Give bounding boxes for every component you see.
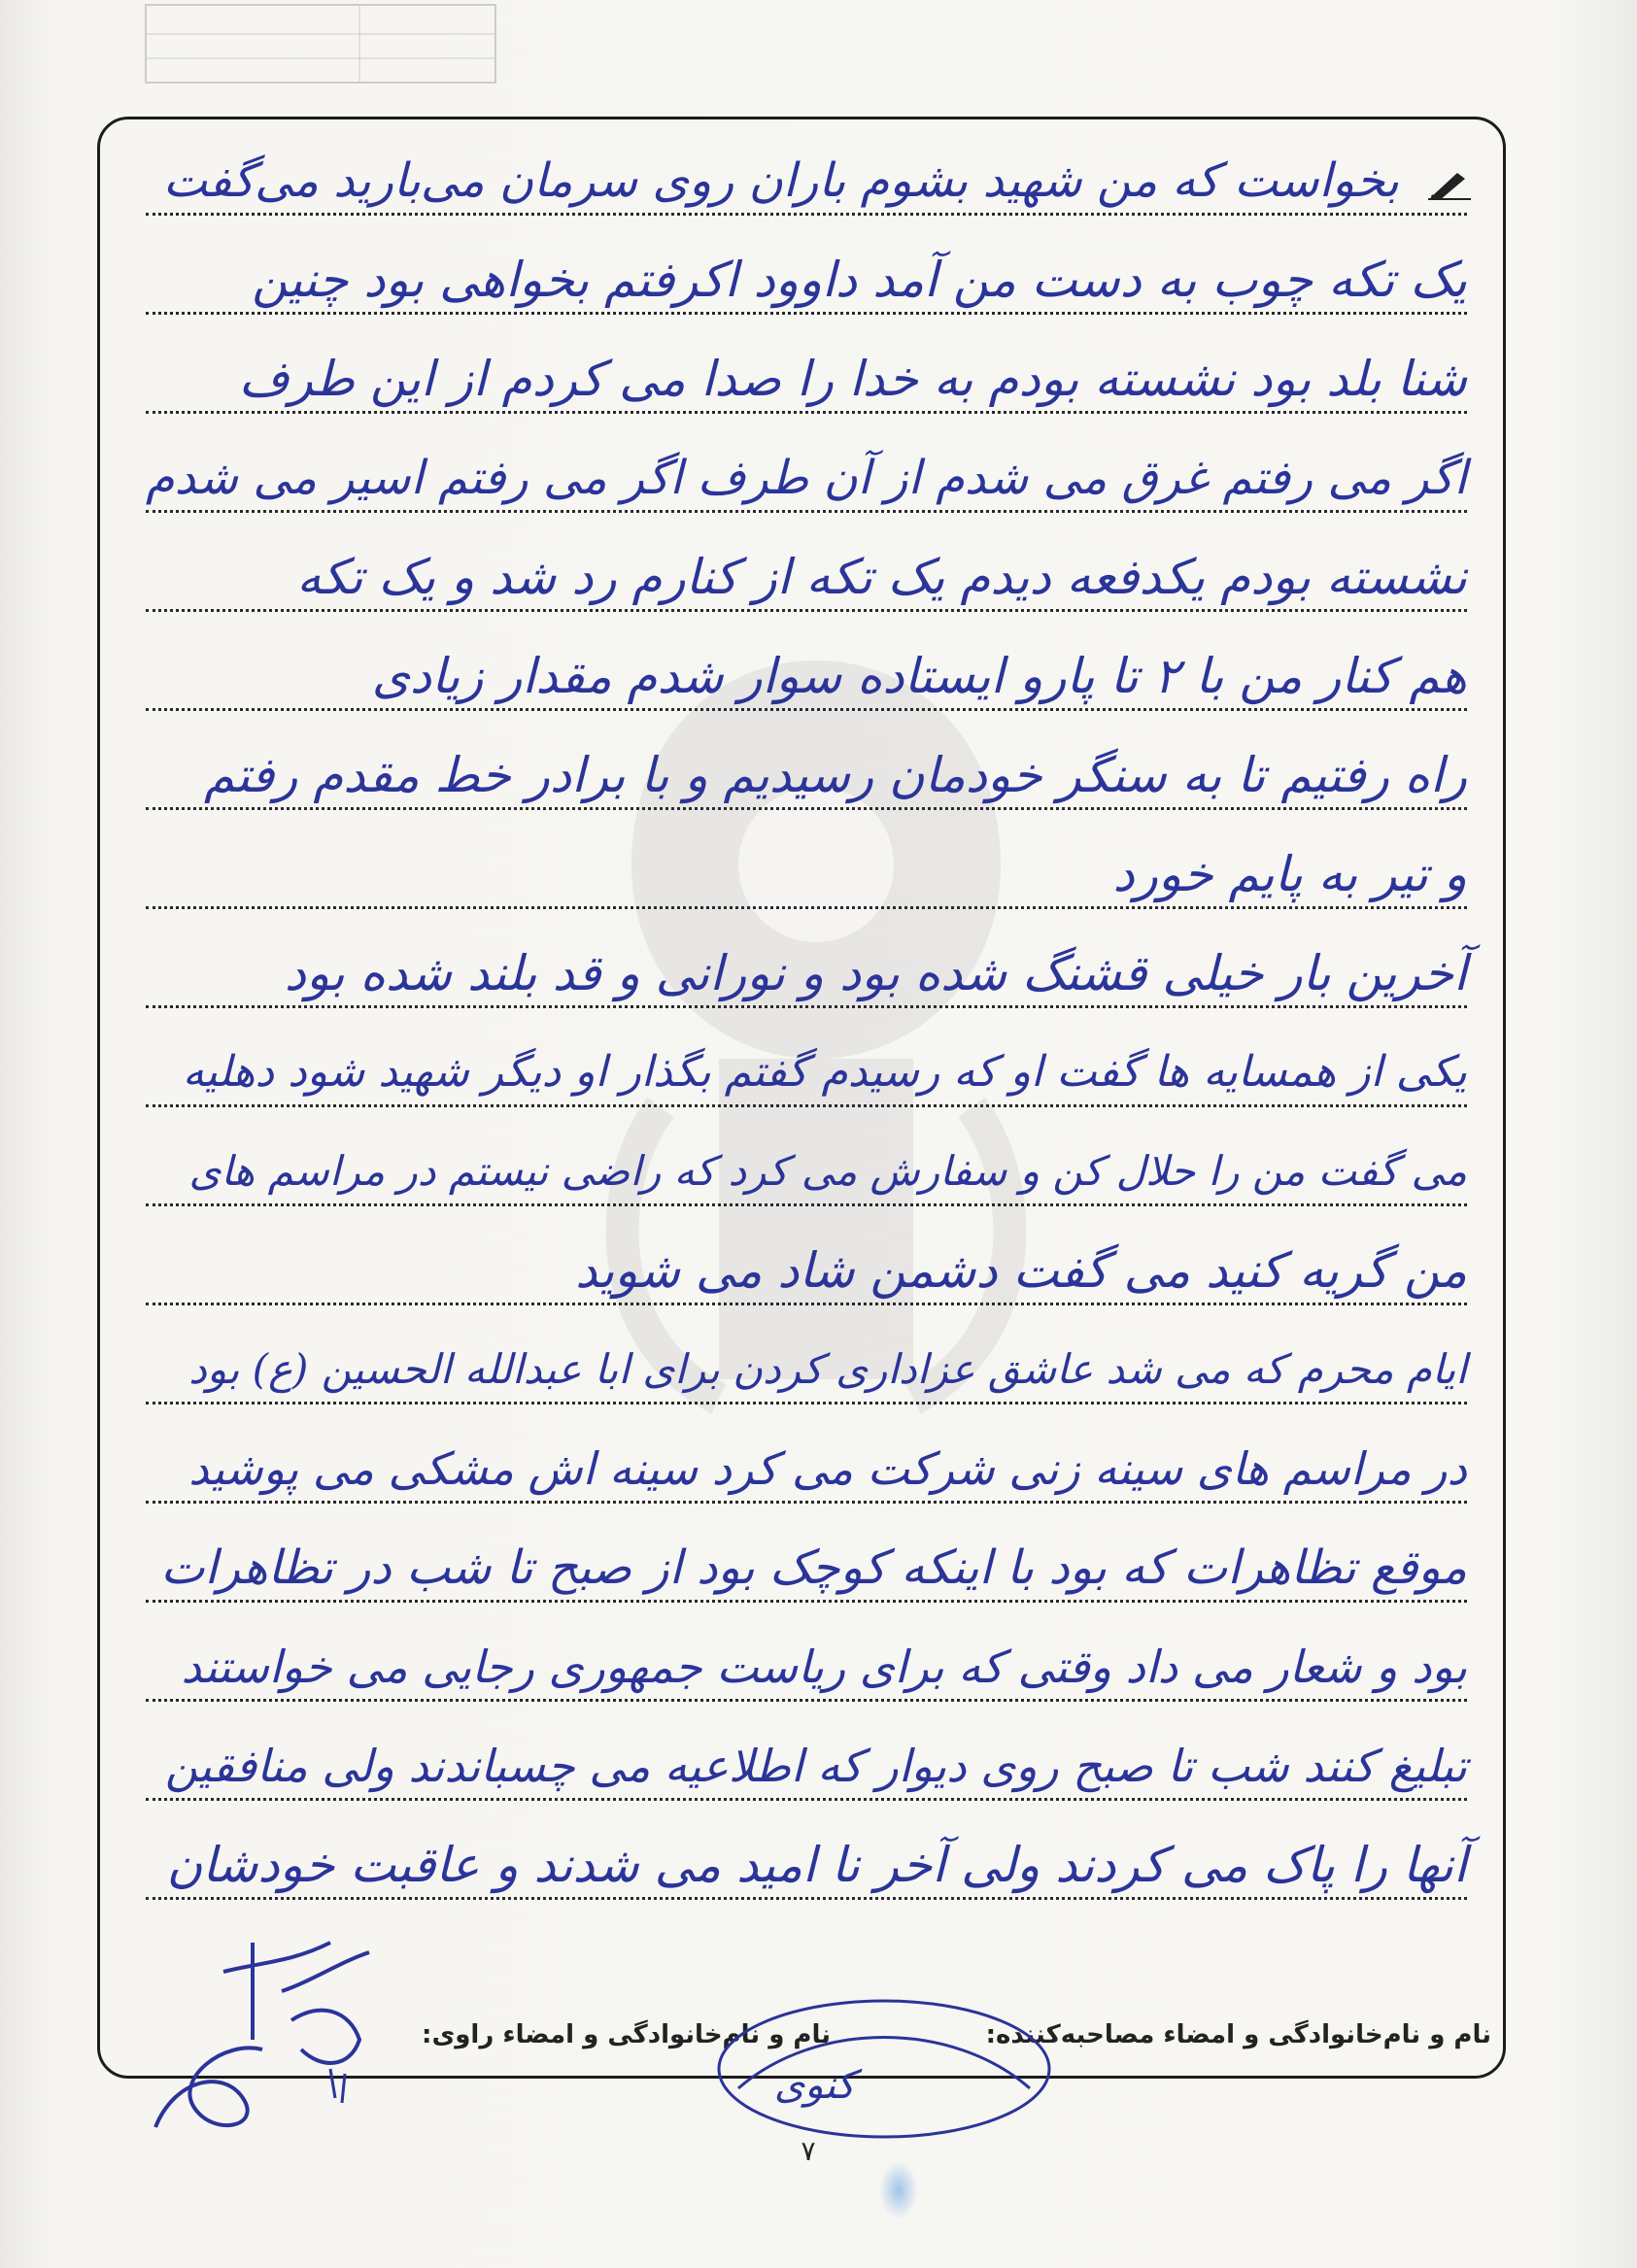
narrator-signature (136, 1904, 389, 2137)
text-line (146, 719, 1467, 816)
text-line (146, 1115, 1467, 1212)
dotted-rule (146, 411, 1467, 414)
text-line (146, 322, 1467, 420)
text-line (146, 223, 1467, 321)
dotted-rule (146, 1203, 1467, 1206)
handwritten-text: موقع تظاهرات که بود با اینکه کوچک بود از صبح تا شب در تظاهرات (160, 1540, 1467, 1595)
text-line (146, 917, 1467, 1014)
handwritten-text: اگر می رفتم غرق می شدم از آن طرف اگر می رفتم اسیر می شدم (145, 451, 1467, 505)
dotted-rule (146, 1402, 1467, 1405)
text-line (146, 818, 1467, 915)
handwritten-text: راه رفتیم تا به سنگر خودمان رسیدیم و با برادر خط مقدم رفتم (204, 747, 1467, 803)
dotted-rule (146, 1699, 1467, 1702)
text-line (146, 1709, 1467, 1807)
dotted-rule (146, 1600, 1467, 1603)
interviewer-signature (699, 1981, 1069, 2156)
dotted-rule (146, 1798, 1467, 1801)
handwritten-text: آنها را پاک می کردند ولی آخر نا امید می شدند و عاقبت خودشان (166, 1837, 1467, 1893)
text-line (146, 1313, 1467, 1410)
dotted-rule (146, 807, 1467, 810)
dotted-rule (146, 213, 1467, 216)
text-line (146, 1809, 1467, 1906)
dotted-rule (146, 1501, 1467, 1504)
text-line (146, 1412, 1467, 1509)
dotted-rule (146, 609, 1467, 612)
handwritten-text: و تیر به پایم خورد (1112, 846, 1467, 902)
dotted-rule (146, 708, 1467, 711)
handwritten-text: هم کنار من با ۲ تا پارو ایستاده سوار شدم مقدار زیادی (371, 648, 1467, 704)
dotted-rule (146, 1303, 1467, 1305)
handwritten-text: شنا بلد بود نشسته بودم به خدا را صدا می کردم از این طرف (238, 351, 1467, 407)
text-line (146, 422, 1467, 519)
interviewee-label: نام و نام‌خانوادگی و امضاء راوی: (422, 2020, 831, 2049)
handwritten-text: آخرین بار خیلی قشنگ شده بود و نورانی و قد بلند شده بود (284, 945, 1467, 1001)
handwritten-text: نشسته بودم یکدفعه دیدم یک تکه از کنارم رد شد و یک تکه (296, 549, 1467, 605)
dotted-rule (146, 510, 1467, 513)
handwritten-text: من گریه کنید می گفت دشمن شاد می شوید (575, 1242, 1467, 1299)
dotted-rule (146, 1104, 1467, 1107)
dotted-rule (146, 906, 1467, 909)
page-number: ۷ (801, 2135, 816, 2167)
dotted-rule (146, 1005, 1467, 1008)
text-line (146, 1214, 1467, 1311)
text-line (146, 521, 1467, 618)
text-line (146, 620, 1467, 717)
handwritten-text: می گفت من را حلال کن و سفارش می کرد که راضی نیستم در مراسم های (188, 1147, 1467, 1195)
handwritten-text: تبلیغ کنند شب تا صبح روی دیوار که اطلاعیه می چسباندند ولی منافقین (164, 1740, 1467, 1792)
handwritten-text: یکی از همسایه ها گفت او که رسیدم گفتم بگذار او دیگر شهید شود دهلیه (182, 1047, 1467, 1097)
faint-header-stamp (136, 0, 505, 92)
ink-stain (879, 2161, 918, 2219)
handwritten-text: بخواست که من شهید بشوم باران روی سرمان می‌بارید می‌گفت (162, 153, 1399, 208)
handwritten-text: بود و شعار می داد وقتی که برای ریاست جمهوری رجایی می خواستند (181, 1641, 1467, 1693)
handwritten-text: یک تکه چوب به دست من آمد داوود اکرفتم بخواهی بود چنین (252, 252, 1467, 308)
text-line (146, 1610, 1467, 1708)
dotted-rule (146, 1897, 1467, 1900)
interviewer-signature-text: کنوی (773, 2063, 855, 2108)
text-line (146, 1511, 1467, 1608)
text-line (146, 124, 1467, 221)
handwritten-text: ایام محرم که می شد عاشق عزاداری کردن برای ابا عبدالله الحسین (ع) بود (188, 1345, 1467, 1393)
text-line (146, 1016, 1467, 1113)
dotted-rule (146, 312, 1467, 315)
interviewer-label: نام و نام‌خانوادگی و امضاء مصاحبه‌کننده: (985, 2020, 1491, 2049)
handwritten-text: در مراسم های سینه زنی شرکت می کرد سینه اش مشکی می پوشید (188, 1442, 1467, 1495)
